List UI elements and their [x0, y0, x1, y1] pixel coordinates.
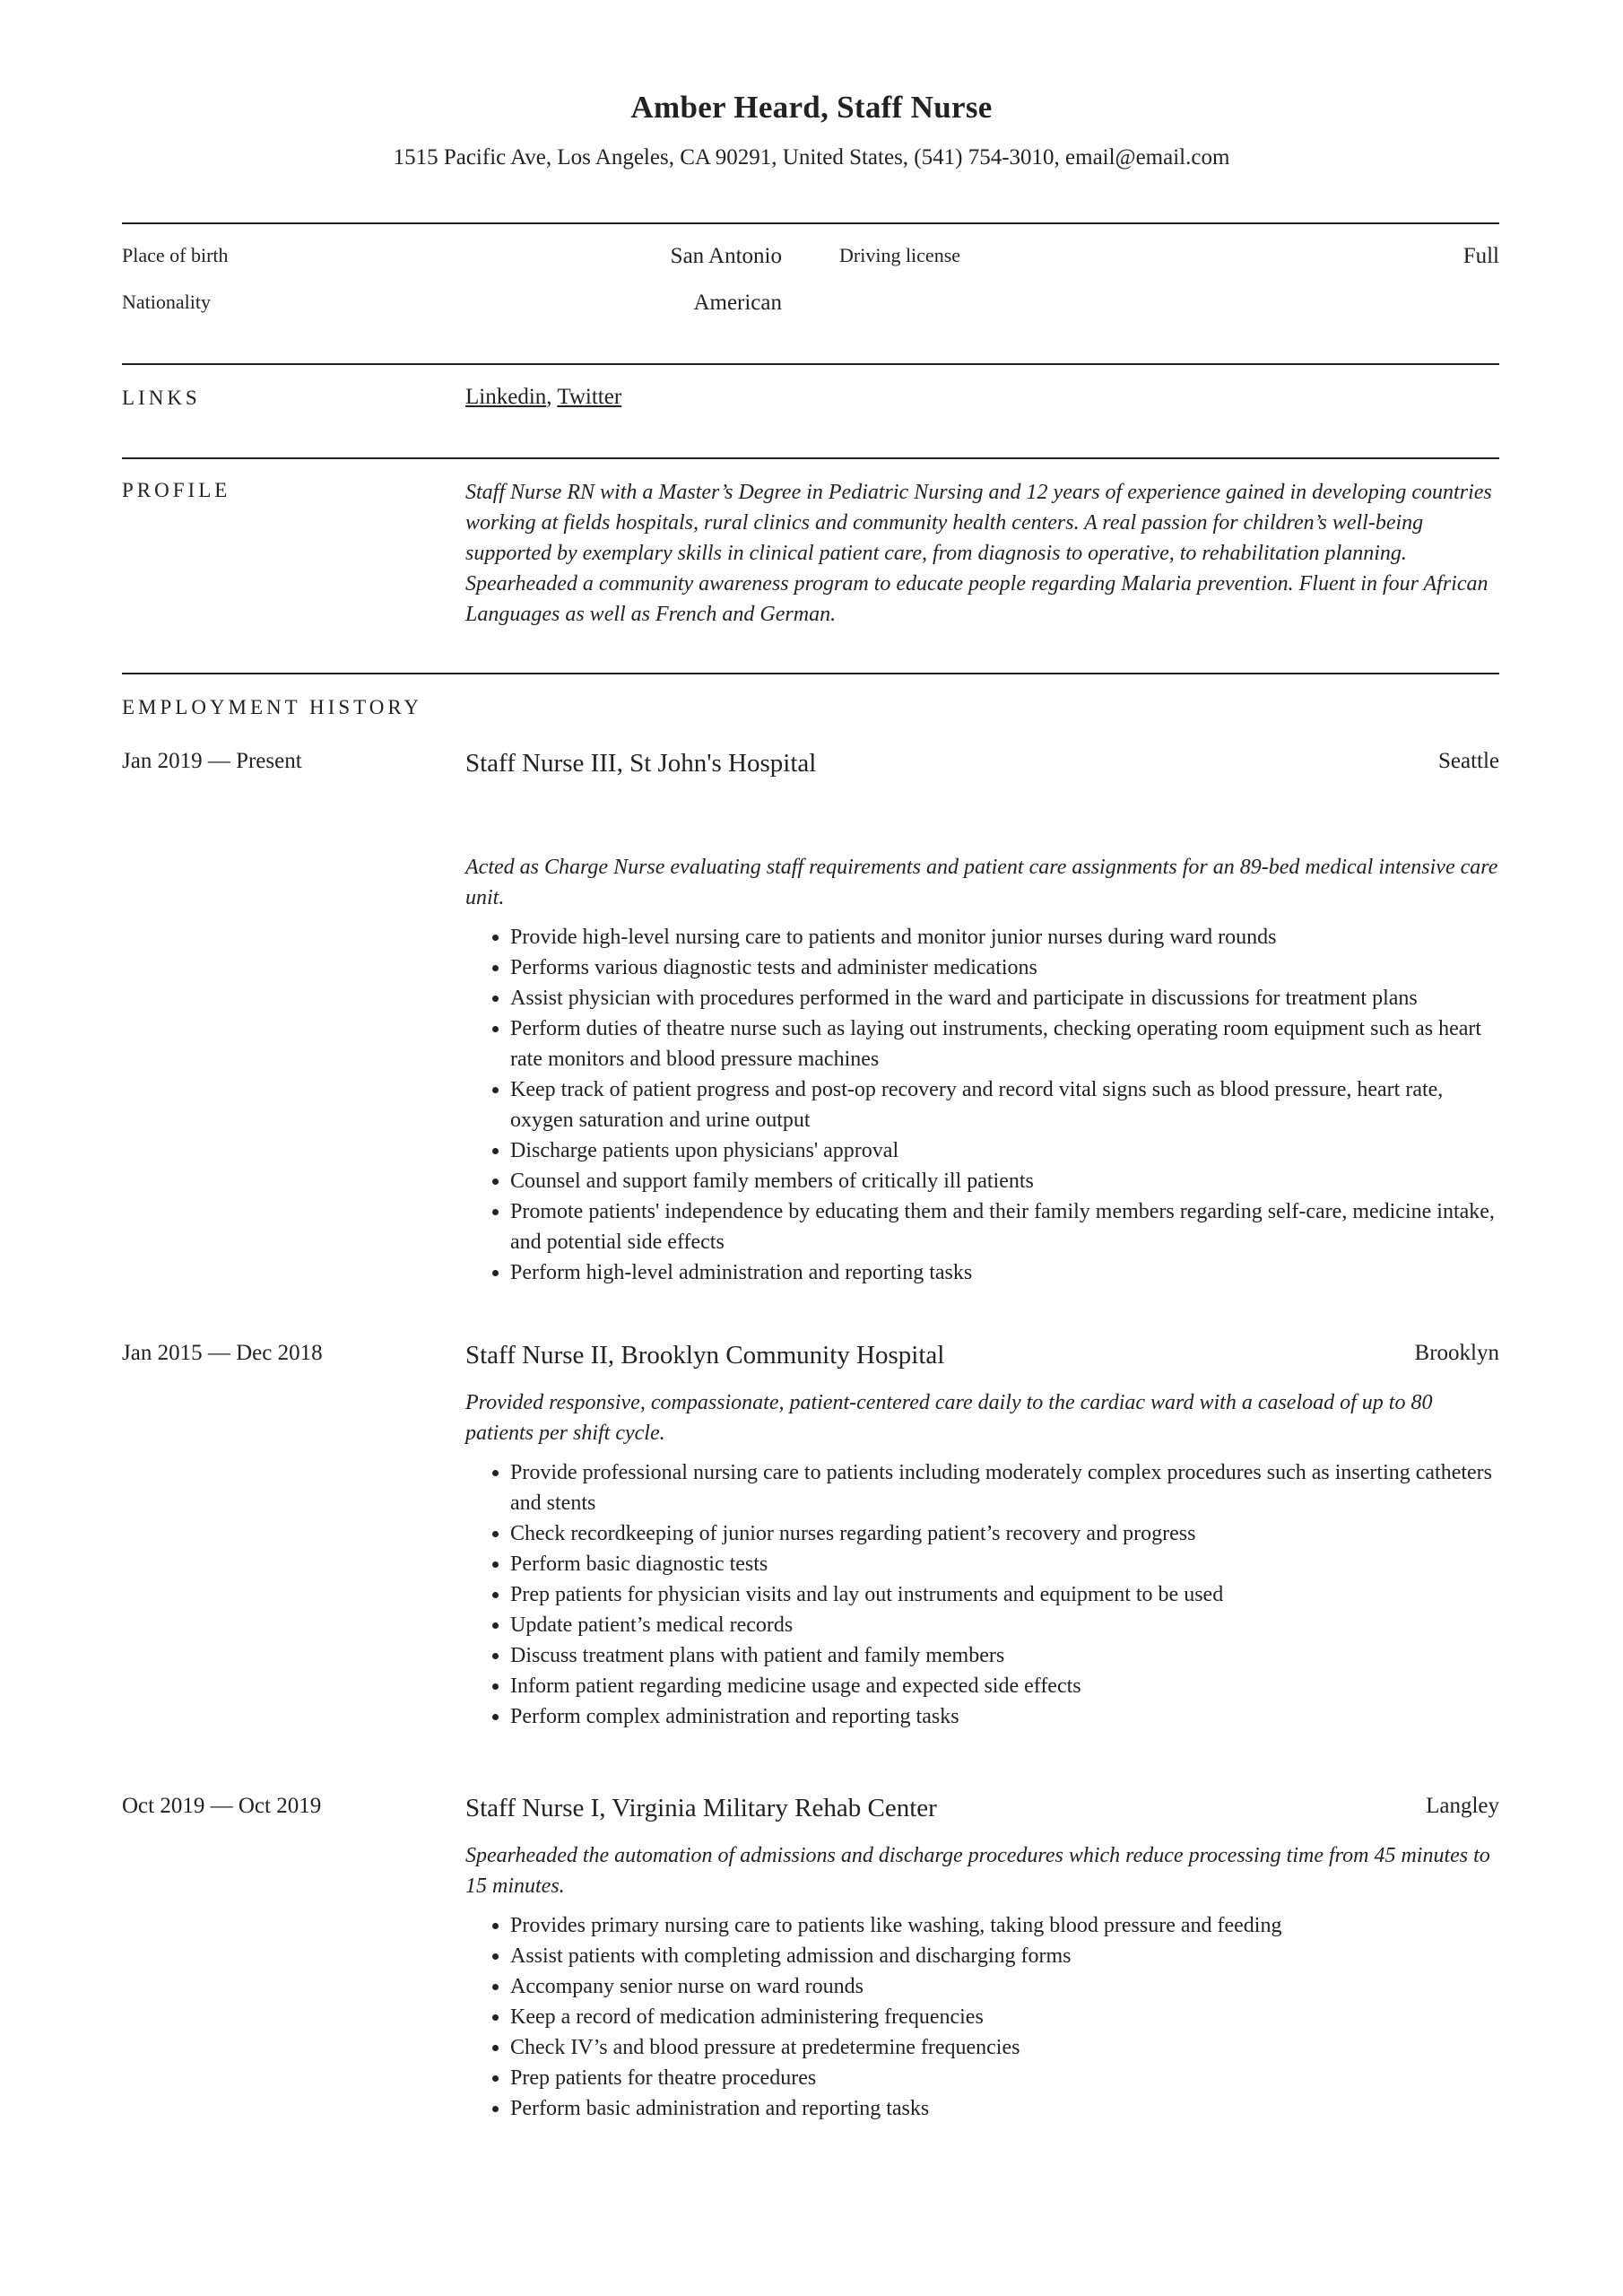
job-bullets	[465, 922, 1499, 1288]
list-item: • Provide professional nursing care to patients including moderately complex procedures such as inserting catheters and stents	[510, 1457, 1499, 1518]
links-list	[465, 385, 1499, 410]
job-description: Spearheaded the automation of admissions and discharge procedures which reduce processing time from 45 minutes to 15 minutes.	[465, 1844, 1490, 1898]
contact-info: 1515 Pacific Ave, Los Angeles, CA 90291, United States, (541) 754-3010, email@email.com	[393, 145, 1230, 170]
list-item: • Perform basic diagnostic tests	[510, 1549, 1499, 1579]
list-item: • Discharge patients upon physicians' approval	[510, 1135, 1499, 1166]
resume-header	[0, 0, 1623, 170]
job-entry	[122, 1341, 1499, 1771]
profile-section	[122, 457, 1499, 674]
links-section	[122, 363, 1499, 457]
list-item: • Perform basic administration and reporting tasks	[510, 2093, 1499, 2124]
job-location: Seattle	[1437, 749, 1499, 773]
employment-title: EMPLOYMENT HISTORY	[122, 696, 423, 718]
list-item: • Prep patients for theatre procedures	[510, 2063, 1499, 2093]
profile-text: Staff Nurse RN with a Master’s Degree in Pediatric Nursing and 12 years of experience gained in developing countries working at fields hospitals, rural clinics and community health centers. A real passion for children’s well-being supported by exemplary skills in clinical patient care, from diagnosis to operative, to rehabilitation planning. Spearheaded a community awareness program to educate people regarding Malaria prevention. Fluent in four African Languages as well as French and German.	[465, 481, 1492, 626]
details-section	[122, 222, 1499, 363]
job-location: Brooklyn	[1414, 1341, 1499, 1365]
employment-section	[122, 673, 1499, 2199]
job-entry	[122, 749, 1499, 1314]
nationality-label: Nationality	[122, 291, 211, 313]
job-dates: Jan 2019 — Present	[122, 749, 302, 773]
job-location: Langley	[1426, 1794, 1499, 1818]
list-item: • Perform duties of theatre nurse such as laying out instruments, checking operating room equipment such as heart rate monitors and blood pressure machines	[510, 1013, 1499, 1074]
list-item: • Check IV’s and blood pressure at predetermine frequencies	[510, 2032, 1499, 2063]
list-item: • Inform patient regarding medicine usage and expected side effects	[510, 1671, 1499, 1701]
place-of-birth-label: Place of birth	[122, 244, 229, 266]
job-dates: Jan 2015 — Dec 2018	[122, 1341, 323, 1365]
list-item: • Keep a record of medication administering frequencies	[510, 2002, 1499, 2032]
list-item: • Promote patients' independence by educating them and their family members regarding self-care, medicine intake, and potential side effects	[510, 1196, 1499, 1257]
job-bullets	[465, 1457, 1499, 1732]
list-item: • Check recordkeeping of junior nurses regarding patient’s recovery and progress	[510, 1518, 1499, 1549]
link-separator: ,	[546, 385, 558, 409]
place-of-birth-value: San Antonio	[670, 244, 782, 268]
job-description: Provided responsive, compassionate, patient-centered care daily to the cardiac ward with a caseload of up to 80 patients per shift cycle.	[465, 1391, 1433, 1445]
links-title: LINKS	[122, 387, 201, 409]
job-title: Staff Nurse III, St John's Hospital	[465, 749, 817, 778]
driving-license-label: Driving license	[839, 244, 961, 266]
profile-title: PROFILE	[122, 479, 231, 501]
list-item: • Perform complex administration and reporting tasks	[510, 1701, 1499, 1732]
nationality-value: American	[693, 291, 782, 315]
list-item: • Provides primary nursing care to patients like washing, taking blood pressure and feeding	[510, 1910, 1499, 1941]
list-item: • Perform high-level administration and reporting tasks	[510, 1257, 1499, 1288]
list-item: • Counsel and support family members of critically ill patients	[510, 1166, 1499, 1196]
driving-license-value: Full	[1462, 244, 1499, 268]
list-item: • Assist physician with procedures performed in the ward and participate in discussions for treatment plans	[510, 983, 1499, 1013]
list-item: • Update patient’s medical records	[510, 1610, 1499, 1640]
list-item: • Performs various diagnostic tests and administer medications	[510, 952, 1499, 983]
job-bullets	[465, 1910, 1499, 2124]
job-title: Staff Nurse I, Virginia Military Rehab Center	[465, 1794, 937, 1822]
job-entry	[122, 1794, 1499, 2170]
job-title: Staff Nurse II, Brooklyn Community Hospital	[465, 1341, 945, 1370]
list-item: • Provide high-level nursing care to patients and monitor junior nurses during ward rounds	[510, 922, 1499, 952]
list-item: • Accompany senior nurse on ward rounds	[510, 1971, 1499, 2002]
list-item: • Keep track of patient progress and post-op recovery and record vital signs such as blood pressure, heart rate, oxygen saturation and urine output	[510, 1074, 1499, 1135]
list-item: • Assist patients with completing admission and discharging forms	[510, 1941, 1499, 1971]
twitter-link[interactable]: Twitter	[557, 385, 622, 409]
candidate-name: Amber Heard, Staff Nurse	[630, 90, 993, 125]
list-item: • Discuss treatment plans with patient and family members	[510, 1640, 1499, 1671]
linkedin-link[interactable]: Linkedin	[465, 385, 547, 409]
list-item: • Prep patients for physician visits and lay out instruments and equipment to be used	[510, 1579, 1499, 1610]
job-dates: Oct 2019 — Oct 2019	[122, 1794, 322, 1818]
job-description: Acted as Charge Nurse evaluating staff requirements and patient care assignments for an 89-bed medical intensive care unit.	[465, 856, 1498, 909]
